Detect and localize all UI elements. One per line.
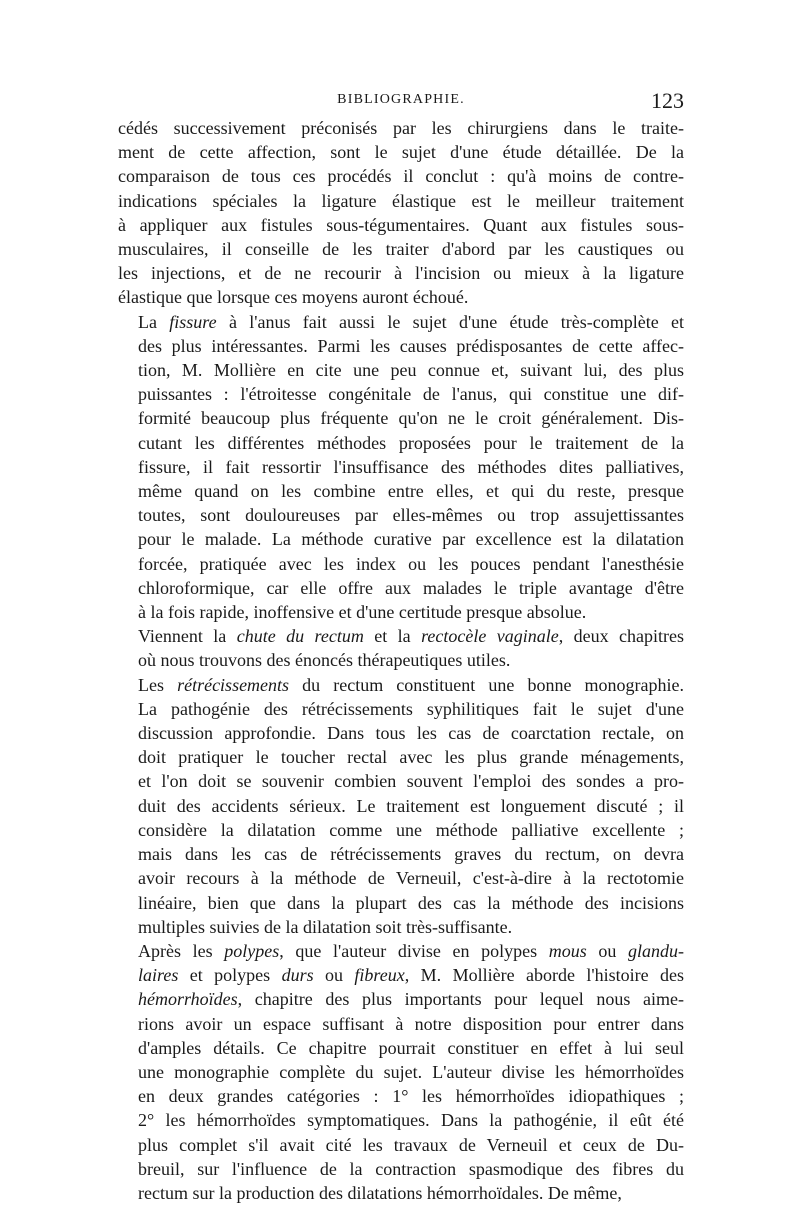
text-run: fissure, il fait ressortir l'insuffisance des méthodes dites palliatives, bbox=[138, 456, 684, 477]
page-header bbox=[118, 88, 684, 116]
text-line bbox=[118, 891, 684, 915]
italic-term: hémorrhoïdes bbox=[138, 989, 238, 1010]
paragraph bbox=[118, 116, 684, 310]
text-run: considère la dilatation comme une méthode palliative excellente ; bbox=[138, 819, 684, 840]
text-line bbox=[118, 116, 684, 140]
text-line bbox=[118, 915, 684, 939]
running-head: BIBLIOGRAPHIE. bbox=[337, 92, 465, 107]
text-run: même quand on les combine entre elles, et qui du reste, presque bbox=[138, 481, 684, 502]
text-line bbox=[118, 310, 684, 334]
text-line bbox=[118, 818, 684, 842]
text-run: d'amples détails. Ce chapitre pourrait constituer en effet à lui seul bbox=[138, 1037, 684, 1058]
text-run: comparaison de tous ces procédés il conclut : qu'à moins de contre- bbox=[118, 166, 684, 187]
text-run: où nous trouvons des énoncés thérapeutiques utiles. bbox=[138, 650, 511, 671]
text-line bbox=[118, 237, 684, 261]
italic-term: glandu- bbox=[628, 940, 684, 961]
text-run: , chapitre des plus importants pour lequel nous aime- bbox=[237, 989, 684, 1010]
paragraph bbox=[118, 939, 684, 1205]
text-run: et polypes bbox=[178, 965, 282, 986]
italic-term: chute du rectum bbox=[236, 626, 364, 647]
text-run: 2° les hémorrhoïdes symptomatiques. Dans la pathogénie, il eût été bbox=[138, 1110, 684, 1131]
italic-term: laires bbox=[138, 965, 179, 986]
text-run: du rectum constituent une bonne monographie. bbox=[289, 674, 684, 695]
italic-term: durs bbox=[281, 965, 314, 986]
text-run: ou bbox=[313, 965, 355, 986]
text-run: doit pratiquer le toucher rectal avec les plus grande ménagements, bbox=[138, 747, 684, 768]
text-run: une monographie complète du sujet. L'auteur divise les hémorrhoïdes bbox=[138, 1061, 684, 1082]
italic-term: rétrécissements bbox=[177, 674, 290, 695]
text-run: à la fois rapide, inoffensive et d'une certitude presque absolue. bbox=[138, 602, 587, 623]
text-line bbox=[118, 673, 684, 697]
text-run: rions avoir un espace suffisant à notre disposition pour entrer dans bbox=[138, 1013, 684, 1034]
text-line bbox=[118, 1060, 684, 1084]
text-run: puissantes : l'étroitesse congénitale de l'anus, qui constitue une dif- bbox=[138, 384, 684, 405]
text-line bbox=[118, 1133, 684, 1157]
text-line bbox=[118, 842, 684, 866]
text-run: breuil, sur l'influence de la contraction spasmodique des fibres du bbox=[138, 1158, 684, 1179]
text-run: Les bbox=[138, 674, 178, 695]
text-line bbox=[118, 164, 684, 188]
text-line bbox=[118, 503, 684, 527]
text-run: ment de cette affection, sont le sujet d'une étude détaillée. De la bbox=[118, 142, 684, 163]
text-line bbox=[118, 140, 684, 164]
italic-term: rectocèle vaginale bbox=[421, 626, 559, 647]
text-line bbox=[118, 1108, 684, 1132]
text-line bbox=[118, 406, 684, 430]
text-run: tion, M. Mollière en cite une peu connue et, suivant lui, des plus bbox=[138, 360, 684, 381]
text-run: les injections, et de ne recourir à l'incision ou mieux à la ligature bbox=[118, 263, 684, 284]
text-run: ou bbox=[586, 940, 628, 961]
text-line bbox=[118, 552, 684, 576]
text-line bbox=[118, 721, 684, 745]
text-line bbox=[118, 648, 684, 672]
text-run: avoir recours à la méthode de Verneuil, c'est-à-dire à la rectotomie bbox=[138, 868, 684, 889]
text-line bbox=[118, 261, 684, 285]
text-line bbox=[118, 1084, 684, 1108]
page-number: 123 bbox=[651, 88, 684, 113]
text-line bbox=[118, 939, 684, 963]
text-run: pour le malade. La méthode curative par excellence est la dilatation bbox=[138, 529, 684, 550]
text-run: , deux chapitres bbox=[558, 626, 685, 647]
text-run: Viennent la bbox=[138, 626, 237, 647]
text-line bbox=[118, 866, 684, 890]
italic-term: polypes bbox=[224, 940, 280, 961]
text-line bbox=[118, 213, 684, 237]
text-line bbox=[118, 382, 684, 406]
text-line bbox=[118, 769, 684, 793]
paragraph bbox=[118, 673, 684, 939]
text-run: , M. Mollière aborde l'histoire des bbox=[404, 965, 685, 986]
text-line bbox=[118, 285, 684, 309]
text-line bbox=[118, 987, 684, 1011]
body-text bbox=[118, 116, 684, 1205]
text-run: chloroformique, car elle offre aux malades le triple avantage d'être bbox=[138, 577, 684, 598]
text-line bbox=[118, 455, 684, 479]
text-run: et la bbox=[363, 626, 422, 647]
italic-term: fissure bbox=[169, 311, 217, 332]
text-line bbox=[118, 1012, 684, 1036]
paragraph bbox=[118, 310, 684, 625]
text-run: indications spéciales la ligature élastique est le meilleur traitement bbox=[118, 190, 684, 211]
text-run: rectum sur la production des dilatations hémorrhoïdales. De même, bbox=[138, 1182, 622, 1203]
text-run: linéaire, bien que dans la plupart des cas la méthode des incisions bbox=[138, 892, 684, 913]
text-run: élastique que lorsque ces moyens auront échoué. bbox=[118, 287, 469, 308]
text-run: à appliquer aux fistules sous-tégumentaires. Quant aux fistules sous- bbox=[118, 214, 684, 235]
text-run: multiples suivies de la dilatation soit très-suffisante. bbox=[138, 916, 513, 937]
text-line bbox=[118, 600, 684, 624]
text-line bbox=[118, 1157, 684, 1181]
text-line bbox=[118, 479, 684, 503]
text-line bbox=[118, 334, 684, 358]
text-run: La pathogénie des rétrécissements syphilitiques fait le sujet d'une bbox=[138, 698, 684, 719]
text-run: mais dans les cas de rétrécissements graves du rectum, on devra bbox=[138, 844, 684, 865]
italic-term: mous bbox=[548, 940, 587, 961]
text-line bbox=[118, 358, 684, 382]
text-line bbox=[118, 1181, 684, 1205]
text-line bbox=[118, 431, 684, 455]
text-run: toutes, sont douloureuses par elles-mêmes ou trop assujettissantes bbox=[138, 505, 684, 526]
text-run: La bbox=[138, 311, 170, 332]
text-run: des plus intéressantes. Parmi les causes prédisposantes de cette affec- bbox=[138, 335, 684, 356]
italic-term: fibreux bbox=[354, 965, 405, 986]
text-run: et l'on doit se souvenir combien souvent l'emploi des sondes a pro- bbox=[138, 771, 684, 792]
text-run: cutant les différentes méthodes proposées pour le traitement de la bbox=[138, 432, 684, 453]
text-line bbox=[118, 697, 684, 721]
text-line bbox=[118, 794, 684, 818]
text-line bbox=[118, 624, 684, 648]
text-run: discussion approfondie. Dans tous les cas de coarctation rectale, on bbox=[138, 723, 684, 744]
text-run: forcée, pratiquée avec les index ou les pouces pendant l'anesthésie bbox=[138, 553, 684, 574]
text-line bbox=[118, 189, 684, 213]
paragraph bbox=[118, 624, 684, 672]
text-line bbox=[118, 745, 684, 769]
text-run: à l'anus fait aussi le sujet d'une étude très-complète et bbox=[216, 311, 685, 332]
text-run: en deux grandes catégories : 1° les hémorrhoïdes idiopathiques ; bbox=[138, 1086, 684, 1107]
text-line bbox=[118, 576, 684, 600]
text-run: plus complet s'il avait cité les travaux de Verneuil et ceux de Du- bbox=[138, 1134, 684, 1155]
text-run: Après les bbox=[138, 940, 225, 961]
text-line bbox=[118, 527, 684, 551]
text-run: duit des accidents sérieux. Le traitement est longuement discuté ; il bbox=[138, 795, 684, 816]
text-run: cédés successivement préconisés par les chirurgiens dans le traite- bbox=[118, 118, 684, 138]
text-run: formité beaucoup plus fréquente qu'on ne le croit généralement. Dis- bbox=[138, 408, 684, 429]
text-run: musculaires, il conseille de les traiter d'abord par les caustiques ou bbox=[118, 239, 684, 260]
text-run: , que l'auteur divise en polypes bbox=[279, 940, 549, 961]
text-line bbox=[118, 1036, 684, 1060]
text-line bbox=[118, 963, 684, 987]
